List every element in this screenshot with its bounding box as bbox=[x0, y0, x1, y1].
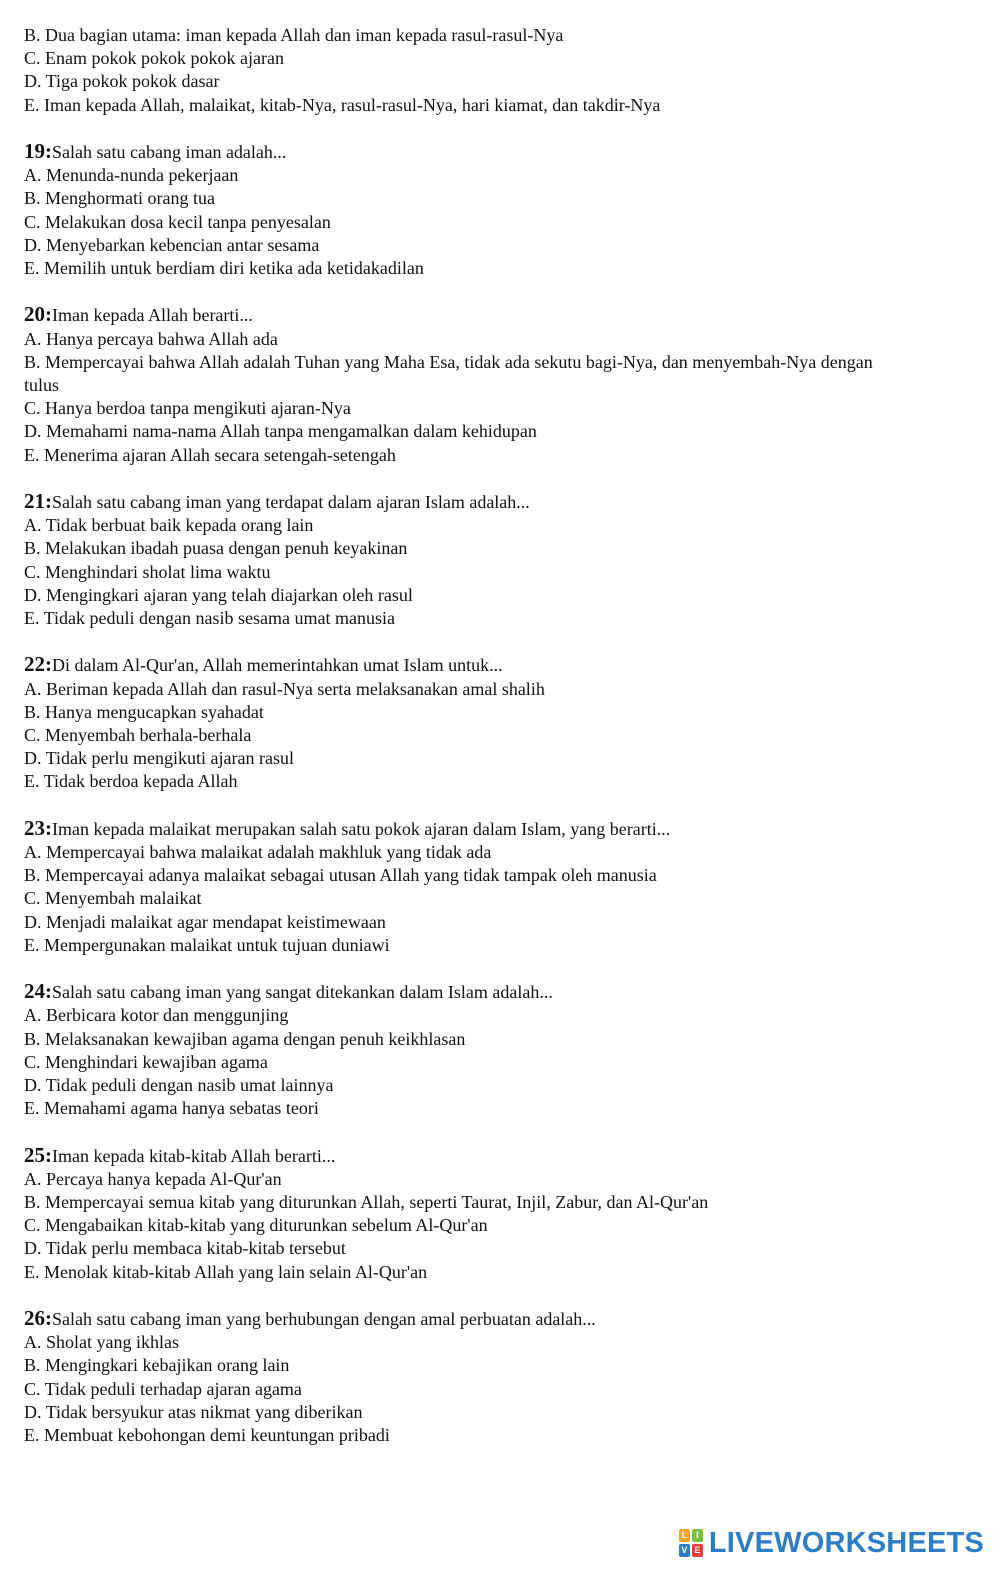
question-number: 25: bbox=[24, 1142, 52, 1167]
option-d: D. Mengingkari ajaran yang telah diajarkan oleh rasul bbox=[24, 584, 413, 605]
question-24 bbox=[24, 980, 889, 1120]
option-e: E. Menerima ajaran Allah secara setengah-setengah bbox=[24, 444, 396, 465]
question-heading bbox=[24, 980, 889, 1004]
option-b: B. Dua bagian utama: iman kepada Allah dan iman kepada rasul-rasul-Nya bbox=[24, 25, 564, 45]
option-e: E. Mempergunakan malaikat untuk tujuan duniawi bbox=[24, 934, 390, 955]
option-d: D. Memahami nama-nama Allah tanpa mengamalkan dalam kehidupan bbox=[24, 421, 537, 442]
option-d: D. Tidak bersyukur atas nikmat yang diberikan bbox=[24, 1401, 363, 1422]
option-e: E. Memahami agama hanya sebatas teori bbox=[24, 1098, 319, 1119]
liveworksheets-logo bbox=[679, 1527, 984, 1559]
question-18-continuation bbox=[24, 24, 889, 117]
question-text: Iman kepada malaikat merupakan salah satu pokok ajaran dalam Islam, yang berarti... bbox=[52, 818, 671, 839]
option-e: E. Tidak peduli dengan nasib sesama umat manusia bbox=[24, 608, 395, 629]
option-b: B. Mempercayai semua kitab yang diturunkan Allah, seperti Taurat, Injil, Zabur, dan Al-Qur'an bbox=[24, 1192, 709, 1213]
question-text: Iman kepada Allah berarti... bbox=[52, 305, 253, 326]
option-c: C. Menghindari kewajiban agama bbox=[24, 1051, 268, 1072]
question-text: Di dalam Al-Qur'an, Allah memerintahkan umat Islam untuk... bbox=[52, 655, 503, 676]
question-number: 21: bbox=[24, 489, 52, 514]
question-heading bbox=[24, 1307, 889, 1331]
option-b: B. Melaksanakan kewajiban agama dengan penuh keikhlasan bbox=[24, 1028, 466, 1049]
question-number: 20: bbox=[24, 302, 52, 327]
option-d: D. Tiga pokok pokok dasar bbox=[24, 71, 220, 92]
option-a: A. Beriman kepada Allah dan rasul-Nya serta melaksanakan amal shalih bbox=[24, 678, 545, 699]
option-c: C. Hanya berdoa tanpa mengikuti ajaran-Nya bbox=[24, 398, 351, 419]
question-heading bbox=[24, 653, 889, 677]
question-number: 19: bbox=[24, 139, 52, 163]
option-d: D. Tidak perlu mengikuti ajaran rasul bbox=[24, 748, 294, 769]
question-23 bbox=[24, 817, 889, 957]
option-b: B. Hanya mengucapkan syahadat bbox=[24, 701, 264, 722]
option-c: C. Menghindari sholat lima waktu bbox=[24, 561, 271, 582]
logo-letter-l: L bbox=[679, 1529, 690, 1542]
question-text: Salah satu cabang iman yang sangat ditekankan dalam Islam adalah... bbox=[52, 982, 553, 1003]
option-c: C. Melakukan dosa kecil tanpa penyesalan bbox=[24, 211, 331, 232]
question-text: Salah satu cabang iman yang terdapat dalam ajaran Islam adalah... bbox=[52, 492, 530, 513]
question-number: 26: bbox=[24, 1306, 52, 1331]
option-a: A. Sholat yang ikhlas bbox=[24, 1332, 179, 1353]
option-e: E. Memilih untuk berdiam diri ketika ada ketidakadilan bbox=[24, 258, 424, 279]
liveworksheets-wordmark: LIVEWORKSHEETS bbox=[708, 1527, 984, 1559]
option-e: E. Tidak berdoa kepada Allah bbox=[24, 771, 238, 792]
option-e: E. Menolak kitab-kitab Allah yang lain selain Al-Qur'an bbox=[24, 1261, 428, 1282]
option-b: B. Mempercayai adanya malaikat sebagai utusan Allah yang tidak tampak oleh manusia bbox=[24, 865, 657, 886]
question-heading bbox=[24, 303, 889, 327]
worksheet-page bbox=[24, 24, 964, 1470]
logo-letter-e: E bbox=[692, 1544, 703, 1557]
question-25 bbox=[24, 1144, 889, 1284]
question-number: 22: bbox=[24, 652, 52, 677]
question-26 bbox=[24, 1307, 889, 1447]
question-number: 24: bbox=[24, 979, 52, 1004]
question-heading bbox=[24, 140, 889, 164]
question-19 bbox=[24, 140, 889, 280]
liveworksheets-logo-icon bbox=[679, 1529, 703, 1557]
option-a: A. Tidak berbuat baik kepada orang lain bbox=[24, 515, 314, 536]
option-d: D. Menyebarkan kebencian antar sesama bbox=[24, 234, 320, 255]
option-c: C. Mengabaikan kitab-kitab yang diturunkan sebelum Al-Qur'an bbox=[24, 1215, 488, 1236]
option-a: A. Mempercayai bahwa malaikat adalah makhluk yang tidak ada bbox=[24, 842, 492, 863]
question-heading bbox=[24, 817, 889, 841]
logo-letter-i: I bbox=[692, 1529, 703, 1542]
question-heading bbox=[24, 1144, 889, 1168]
option-e: E. Membuat kebohongan demi keuntungan pribadi bbox=[24, 1425, 390, 1446]
option-a: A. Berbicara kotor dan menggunjing bbox=[24, 1005, 289, 1026]
option-c: C. Menyembah malaikat bbox=[24, 888, 202, 909]
question-text: Salah satu cabang iman yang berhubungan dengan amal perbuatan adalah... bbox=[52, 1309, 596, 1330]
option-c: C. Enam pokok pokok pokok ajaran bbox=[24, 48, 284, 69]
option-b: B. Melakukan ibadah puasa dengan penuh keyakinan bbox=[24, 538, 408, 559]
logo-letter-v: V bbox=[679, 1544, 690, 1557]
option-b: B. Mempercayai bahwa Allah adalah Tuhan yang Maha Esa, tidak ada sekutu bagi-Nya, dan menyembah-Nya dengan tulus bbox=[24, 351, 873, 396]
question-text: Salah satu cabang iman adalah... bbox=[52, 142, 287, 162]
question-text: Iman kepada kitab-kitab Allah berarti... bbox=[52, 1145, 336, 1166]
option-d: D. Tidak perlu membaca kitab-kitab tersebut bbox=[24, 1238, 346, 1259]
option-a: A. Menunda-nunda pekerjaan bbox=[24, 165, 239, 186]
option-c: C. Tidak peduli terhadap ajaran agama bbox=[24, 1378, 302, 1399]
option-b: B. Mengingkari kebajikan orang lain bbox=[24, 1355, 290, 1376]
question-21 bbox=[24, 490, 889, 630]
option-d: D. Menjadi malaikat agar mendapat keistimewaan bbox=[24, 911, 386, 932]
option-a: A. Hanya percaya bahwa Allah ada bbox=[24, 328, 278, 349]
option-b: B. Menghormati orang tua bbox=[24, 188, 215, 209]
question-22 bbox=[24, 653, 889, 793]
question-20 bbox=[24, 303, 889, 466]
option-a: A. Percaya hanya kepada Al-Qur'an bbox=[24, 1168, 282, 1189]
question-number: 23: bbox=[24, 815, 52, 840]
option-d: D. Tidak peduli dengan nasib umat lainnya bbox=[24, 1075, 334, 1096]
question-heading bbox=[24, 490, 889, 514]
option-c: C. Menyembah berhala-berhala bbox=[24, 725, 252, 746]
option-e: E. Iman kepada Allah, malaikat, kitab-Nya, rasul-rasul-Nya, hari kiamat, dan takdir-Nya bbox=[24, 94, 661, 115]
